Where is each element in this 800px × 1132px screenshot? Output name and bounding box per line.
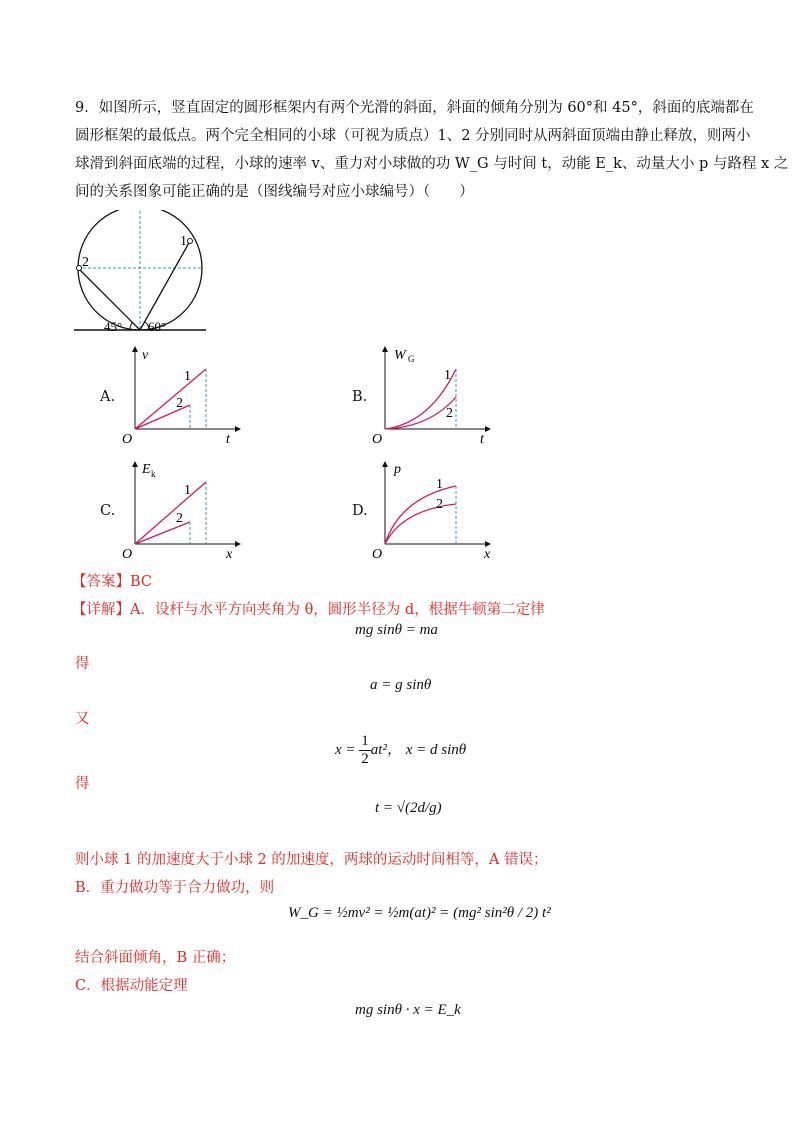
explanation-intro-line [72, 598, 545, 619]
angle-45-label: 45° [104, 319, 123, 334]
equation-5: W_G = ½mv² = ½m(at)² = (mg² sin²θ / 2) t² [288, 905, 551, 921]
conclusion-a: 则小球 1 的加速度大于小球 2 的加速度，两球的运动时间相等，A 错误； [75, 852, 548, 868]
explanation-label: 【详解】 [72, 602, 130, 618]
equation-3 [335, 733, 466, 768]
origin-o: O [372, 432, 383, 447]
curve-1-label: 1 [444, 368, 451, 383]
option-d-label: D. [352, 503, 368, 519]
equation-3-x: x = [335, 741, 360, 758]
equation-1: mg sinθ = ma [355, 622, 438, 638]
axis-t: t [226, 432, 230, 447]
curve-2-label: 2 [176, 396, 183, 411]
origin-o: O [122, 432, 133, 447]
question-line-2: 圆形框架的最低点。两个完全相同的小球（可视为质点）1、2 分别同时从两斜面顶端由静止释放，则两小 [75, 128, 751, 144]
curve-1-label: 1 [436, 477, 443, 492]
part-c: C．根据动能定理 [75, 978, 188, 994]
graph-option-d [370, 458, 500, 563]
option-a-label: A. [100, 389, 116, 405]
ball-2-label: 2 [82, 255, 89, 270]
axis-e-sub: k [151, 469, 156, 479]
axis-w-sub: G [408, 354, 415, 364]
option-b-label: B. [352, 389, 368, 405]
axis-v: v [142, 348, 149, 363]
curve-2-label: 2 [436, 497, 443, 512]
origin-o: O [122, 547, 133, 562]
question-line-1: 9．如图所示，竖直固定的圆形框架内有两个光滑的斜面，斜面的倾角分别为 60°和 45°，斜面的底端都在 [75, 100, 754, 116]
curve-2-label: 2 [176, 511, 183, 526]
half-fraction: $\frac{1}{2}$ [361, 733, 369, 767]
curve-2-label: 2 [446, 406, 453, 421]
equation-2: a = g sinθ [370, 677, 432, 693]
curve-1-label: 1 [184, 369, 191, 384]
graph-option-b [370, 343, 500, 448]
equation-4: t = √(2d/g) [375, 800, 442, 816]
angle-60-label: 60° [148, 319, 167, 334]
circle-figure [60, 210, 220, 340]
explanation-intro: A．设杆与水平方向夹角为 θ，圆形半径为 d，根据牛顿第二定律 [130, 602, 545, 618]
axis-w: W [394, 348, 406, 363]
answer-line [72, 570, 152, 591]
axis-e: E [142, 462, 151, 477]
origin-o: O [372, 547, 383, 562]
de-2: 得 [75, 776, 90, 792]
axis-p: p [394, 462, 401, 477]
ball-1-label: 1 [180, 234, 187, 249]
equation-3-rest: at²， x = d sinθ [370, 741, 467, 758]
axis-t: t [480, 432, 484, 447]
answer-label: 【答案】 [72, 574, 130, 590]
graph-option-c [120, 458, 250, 563]
curve-1-label: 1 [184, 483, 191, 498]
de-1: 得 [75, 656, 90, 672]
axis-x: x [226, 547, 233, 562]
equation-6: mg sinθ · x = E_k [355, 1002, 461, 1018]
you-label: 又 [75, 711, 90, 727]
axis-x: x [484, 547, 491, 562]
answer-value: BC [130, 574, 153, 590]
question-line-4: 间的关系图象可能正确的是（图线编号对应小球编号）（ ） [75, 184, 474, 200]
option-c-label: C. [100, 503, 116, 519]
question-line-3: 球滑到斜面底端的过程，小球的速率 v、重力对小球做的功 W_G 与时间 t，动能 E_k、动量大小 p 与路程 x 之 [75, 156, 789, 172]
part-b: B．重力做功等于合力做功，则 [75, 880, 275, 896]
graph-option-a [120, 343, 250, 448]
conclusion-b: 结合斜面倾角，B 正确； [75, 950, 236, 966]
